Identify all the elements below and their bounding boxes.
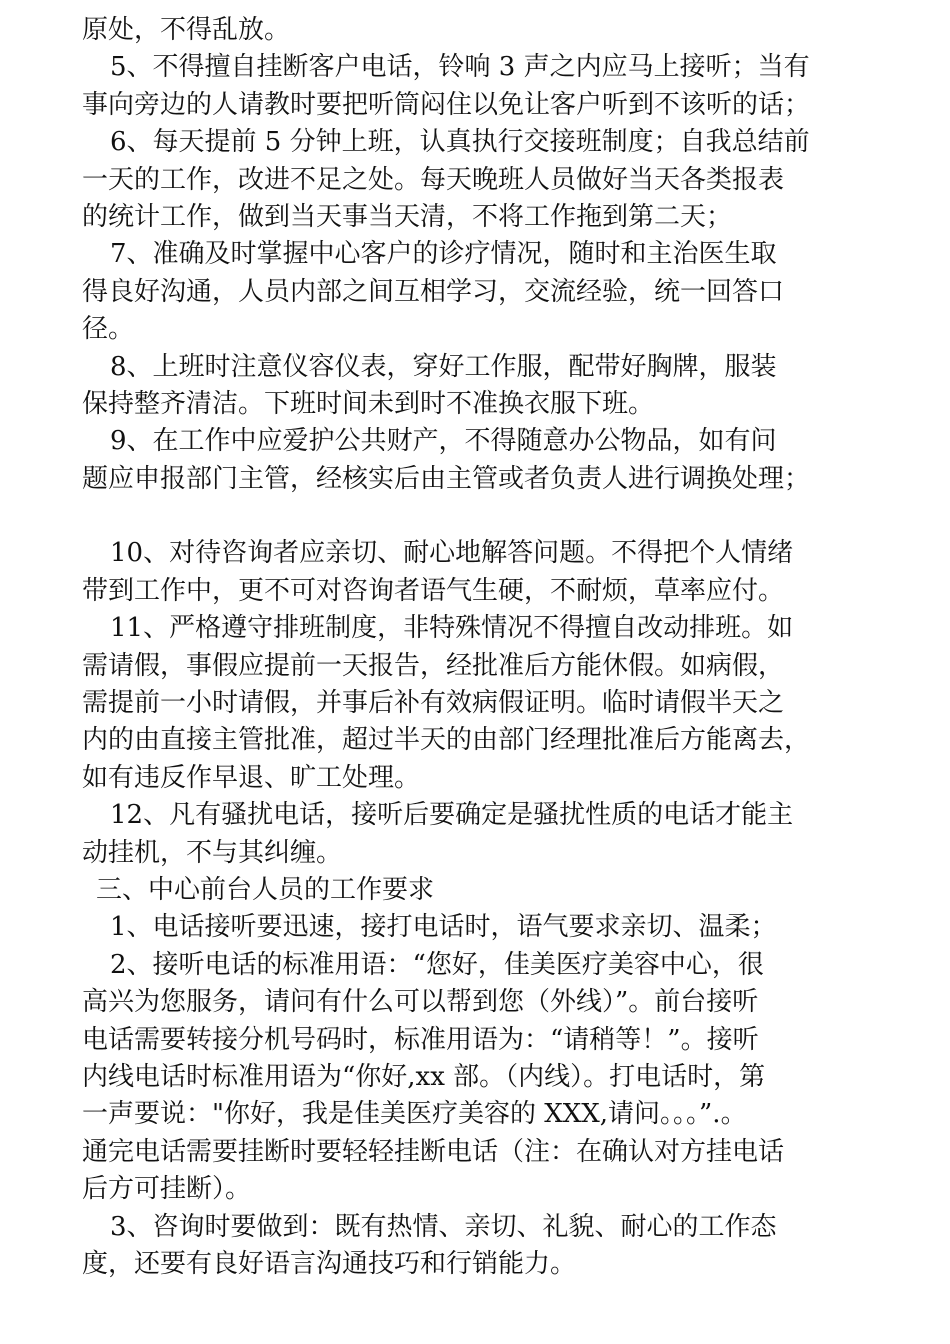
text-line: 3、咨询时要做到：既有热情、亲切、礼貌、耐心的工作态 <box>110 1211 777 1242</box>
text-line: 一声要说："你好，我是佳美医疗美容的 XXX,请问。。。”.。 <box>82 1099 747 1130</box>
text-line: 7、准确及时掌握中心客户的诊疗情况，随时和主治医生取 <box>110 239 777 270</box>
text-line: 度，还要有良好语言沟通技巧和行销能力。 <box>82 1248 577 1279</box>
text-line: 12、凡有骚扰电话，接听后要确定是骚扰性质的电话才能主 <box>110 800 794 831</box>
paragraph-gap <box>82 498 890 535</box>
text-line: 带到工作中，更不可对咨询者语气生硬，不耐烦，草率应付。 <box>82 575 785 606</box>
text-line: 高兴为您服务，请问有什么可以帮到您（外线）”。前台接听 <box>82 987 759 1018</box>
text-line: 10、对待咨询者应亲切、耐心地解答问题。不得把个人情绪 <box>110 538 794 569</box>
text-line: 需提前一小时请假，并事后补有效病假证明。临时请假半天之 <box>82 688 785 719</box>
text-line: 1、电话接听要迅速，接打电话时，语气要求亲切、温柔； <box>110 912 777 943</box>
text-line: 内线电话时标准用语为“你好,xx 部。（内线）。打电话时，第 <box>82 1061 766 1092</box>
text-line: 题应申报部门主管，经核实后由主管或者负责人进行调换处理； <box>82 463 811 494</box>
text-line: 后方可挂断）。 <box>82 1174 252 1205</box>
text-line: 的统计工作，做到当天事当天清，不将工作拖到第二天； <box>82 201 733 232</box>
text-line: 8、上班时注意仪容仪表，穿好工作服，配带好胸牌，服装 <box>110 351 777 382</box>
text-line: 得良好沟通，人员内部之间互相学习，交流经验，统一回答口 <box>82 276 785 307</box>
text-line: 动挂机，不与其纠缠。 <box>82 837 343 868</box>
text-line: 事向旁边的人请教时要把听筒闷住以免让客户听到不该听的话； <box>82 89 811 120</box>
text-line: 2、接听电话的标准用语：“您好，佳美医疗美容中心，很 <box>110 949 764 980</box>
text-line: 6、每天提前 5 分钟上班，认真执行交接班制度；自我总结前 <box>110 127 810 158</box>
section-heading: 三、中心前台人员的工作要求 <box>96 874 435 905</box>
text-line: 一天的工作，改进不足之处。每天晚班人员做好当天各类报表 <box>82 164 785 195</box>
text-line: 电话需要转接分机号码时，标准用语为：“请稍等！”。接听 <box>82 1024 759 1055</box>
text-line: 5、不得擅自挂断客户电话，铃响 3 声之内应马上接听；当有 <box>110 52 810 83</box>
text-line: 需请假，事假应提前一天报告，经批准后方能休假。如病假， <box>82 650 785 681</box>
text-line: 内的由直接主管批准，超过半天的由部门经理批准后方能离去， <box>82 725 811 756</box>
text-line: 如有违反作早退、旷工处理。 <box>82 762 421 793</box>
text-line: 9、在工作中应爱护公共财产，不得随意办公物品，如有问 <box>110 426 777 457</box>
text-line: 通完电话需要挂断时要轻轻挂断电话（注：在确认对方挂电话 <box>82 1136 785 1167</box>
text-line: 保持整齐清洁。下班时间未到时不准换衣服下班。 <box>82 388 655 419</box>
text-line: 原处，不得乱放。 <box>82 15 291 45</box>
text-line: 11、严格遵守排班制度，非特殊情况不得擅自改动排班。如 <box>110 613 794 644</box>
text-line: 径。 <box>82 314 135 345</box>
